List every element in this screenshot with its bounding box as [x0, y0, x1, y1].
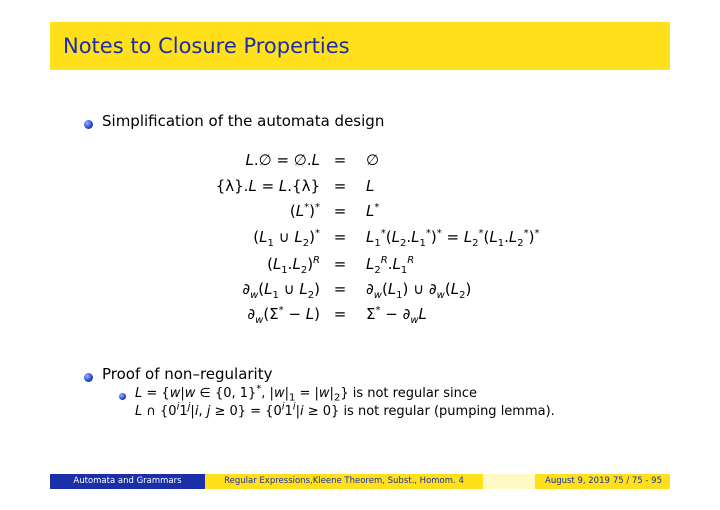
equation-rhs: L [366, 177, 375, 195]
equation-lhs: {λ}.L = L.{λ} [215, 177, 320, 195]
equals-sign: = [333, 177, 347, 195]
equals-sign: = [333, 202, 347, 220]
equation-lhs: ($L_1$ ∪ $L_2)^*$ [253, 228, 320, 249]
equals-sign: = [333, 305, 347, 323]
footer-page: 75 / 75 - 95 [612, 476, 662, 486]
equation-lhs: L.∅ = ∅.L [245, 151, 320, 169]
equation-rhs: $\partial_w(L_1)$ ∪ $\partial_w(L_2)$ [366, 280, 472, 301]
sub-item-line-1: L = {w|w ∈ {0, 1}*, $|w|_1 = |w|_2$} is not regular since [135, 383, 478, 404]
equation-lhs: (L*)* [289, 202, 320, 220]
footer-course: Automata and Grammars [50, 474, 205, 489]
equation-rhs: $L_2^R.L_1^R$ [366, 255, 415, 276]
equation-lhs: $(L_1.L_2)^R$ [267, 255, 320, 276]
equation-rhs: ∅ [366, 151, 380, 169]
footer-lecture: Regular Expressions,Kleene Theorem, Subst., Homom. 4 [205, 474, 483, 489]
equals-sign: = [333, 228, 347, 246]
equation-rhs: $L_1^*(L_2.L_1^*)^* = L_2^*(L_1.L_2^*)^*$ [366, 228, 540, 249]
title-bar [50, 22, 670, 70]
sub-bullet-icon [119, 393, 126, 400]
equals-sign: = [333, 151, 347, 169]
equation-lhs: $\partial_w(L_1$ ∪ $L_2$) [242, 280, 320, 301]
footer-info [535, 474, 670, 489]
page-title: Notes to Closure Properties [63, 34, 350, 58]
equals-sign: = [333, 280, 347, 298]
equation-lhs: $\partial_w(\Sigma^* - L)$ [247, 305, 320, 326]
sub-item-text: is not regular (pumping lemma). [343, 404, 555, 419]
footer-date: August 9, 2019 [545, 476, 610, 486]
sub-item-line-2: L ∩ {0$^i$1$^j$|i, $j \ge 0\} = \{0^i1^i|i \ge 0\}$ is not regular (pumping lemma). [135, 401, 555, 419]
equation-rhs: $\Sigma^* - \partial_wL$ [366, 305, 427, 326]
bullet-icon [84, 373, 93, 382]
equals-sign: = [333, 255, 347, 273]
footer-divider [483, 474, 535, 489]
bullet-text: Simplification of the automata design [102, 112, 385, 130]
bullet-text: Proof of non–regularity [102, 365, 273, 383]
sub-item-text: is not regular since [352, 386, 478, 401]
equation-rhs: L* [366, 202, 380, 220]
bullet-icon [84, 120, 93, 129]
footer [50, 474, 670, 489]
